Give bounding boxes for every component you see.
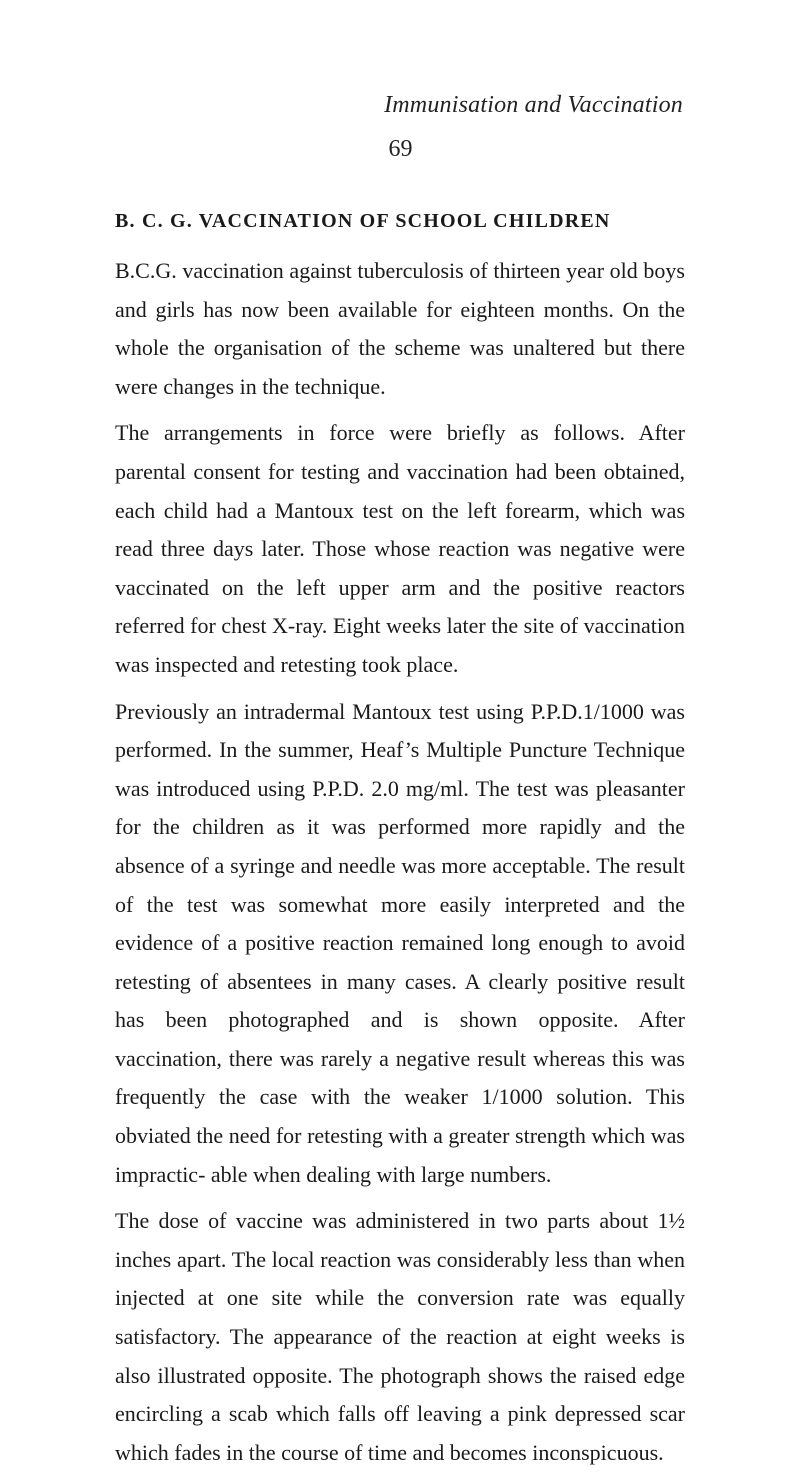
paragraph-4: The dose of vaccine was administered in two parts about 1½ inches apart. The local reaction was considerably less than when injected at one site while the conversion rate was equally satisfactory. The appearance of the reaction at eight weeks is also illustrated opposite. The photograph shows the raised edge encircling a scab which falls off leaving a pink depressed scar which fades in the course of time and becomes inconspicuous. (115, 1208, 685, 1465)
page-number: 69 (388, 136, 413, 162)
paragraph-1: B.C.G. vaccination against tuberculosis of thirteen year old boys and girls has now been available for eighteen months. On the whole the organisation of the scheme was unaltered but there were changes in the technique. (115, 258, 685, 399)
paragraph-2: The arrangements in force were briefly as follows. After parental consent for testing and vaccination had been obtained, each child had a Mantoux test on the left forearm, which was read three days later. Those whose reaction was negative were vaccinated on the left upper arm and the positive reactors referred for chest X-ray. Eight weeks later the site of vaccination was inspected and retesting took place. (115, 420, 685, 677)
section-heading: B. C. G. VACCINATION OF SCHOOL CHILDREN (115, 210, 611, 232)
article-body (115, 252, 685, 1472)
paragraph-3: Previously an intradermal Mantoux test using P.P.D.1/1000 was performed. In the summer, Heaf’s Multiple Puncture Technique was introduced using P.P.D. 2.0 mg/ml. The test was pleasanter for the children as it was performed more rapidly and the absence of a syringe and needle was more acceptable. The result of the test was somewhat more easily interpreted and the evidence of a positive reaction remained long enough to avoid retesting of absentees in many cases. A clearly positive result has been photographed and is shown opposite. After vaccination, there was rarely a negative result whereas this was frequently the case with the weaker 1/1000 solution. This obviated the need for retesting with a greater strength which was impractic- able when dealing with large numbers. (115, 698, 685, 1187)
running-title: Immunisation and Vaccination (384, 92, 683, 118)
